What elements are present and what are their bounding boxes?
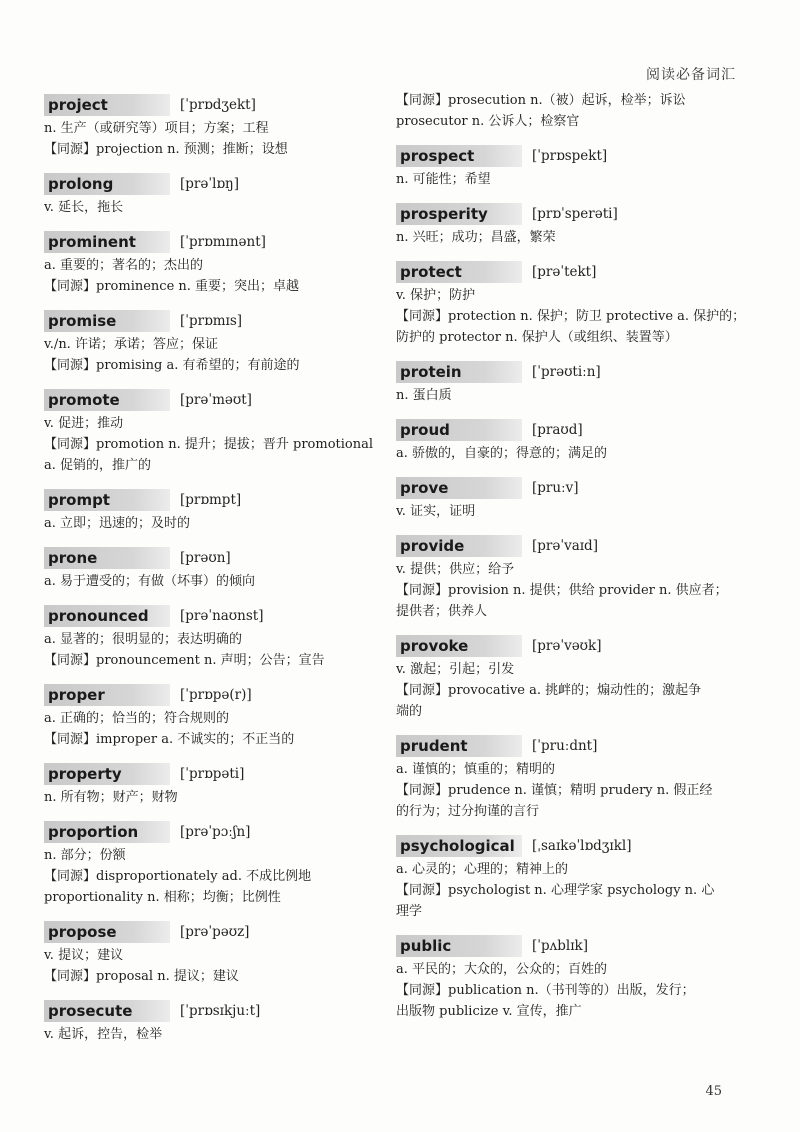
- entry-line: a. 促销的，推广的: [44, 458, 152, 473]
- entry-head-row: [396, 533, 746, 559]
- phonetic: [prəˈvəʊk]: [532, 638, 602, 654]
- phonetic: [ˈprɒsɪkjuːt]: [180, 1003, 261, 1019]
- entry-line: 端的: [396, 704, 423, 719]
- vocab-entry: [44, 998, 380, 1045]
- headword: prone: [44, 547, 170, 569]
- entry-head-row: [396, 143, 746, 169]
- entry-line: 【同源】disproportionately ad. 不成比例地: [44, 869, 312, 884]
- vocab-entry: [44, 387, 380, 476]
- phonetic: [praʊd]: [532, 422, 583, 438]
- entry-head-row: [396, 475, 746, 501]
- entry-line: a. 心灵的；心理的；精神上的: [396, 862, 569, 877]
- entry-head-row: [396, 259, 746, 285]
- vocab-entry: [396, 933, 746, 1022]
- entry-line: n. 可能性；希望: [396, 172, 491, 187]
- headword: prompt: [44, 489, 170, 511]
- entry-line: v. 证实，证明: [396, 504, 476, 519]
- vocab-entry: [396, 733, 746, 822]
- entry-line: n. 生产（或研究等）项目；方案；工程: [44, 121, 269, 136]
- entry-line: a. 易于遭受的；有做（坏事）的倾向: [44, 574, 256, 589]
- entry-line: proportionality n. 相称；均衡；比例性: [44, 890, 281, 905]
- entry-line: 【同源】proposal n. 提议；建议: [44, 969, 239, 984]
- entry-head-row: [44, 92, 380, 118]
- entry-head-row: [396, 933, 746, 959]
- continued-entry: [396, 90, 746, 132]
- entry-line: 【同源】promotion n. 提升；提拔；晋升 promotional: [44, 437, 374, 452]
- entry-line: 【同源】psychologist n. 心理学家 psychology n. 心: [396, 883, 715, 898]
- entry-head-row: [396, 833, 746, 859]
- phonetic: [prəˈlɒŋ]: [180, 176, 239, 192]
- entry-head-row: [396, 633, 746, 659]
- headword: psychological: [396, 835, 522, 857]
- headword: proud: [396, 419, 522, 441]
- vocab-entry: [396, 417, 746, 464]
- vocab-entry: [44, 487, 380, 534]
- phonetic: [pruːv]: [532, 480, 579, 496]
- phonetic: [prəˈpəʊz]: [180, 924, 250, 940]
- entry-line: a. 立即；迅速的；及时的: [44, 516, 191, 531]
- vocab-entry: [396, 259, 746, 348]
- entry-line: n. 所有物；财产；财物: [44, 790, 178, 805]
- entry-line: n. 兴旺；成功；昌盛，繁荣: [396, 230, 556, 245]
- entry-head-row: [44, 387, 380, 413]
- vocab-entry: [44, 545, 380, 592]
- headword: proportion: [44, 821, 170, 843]
- vocab-entry: [44, 92, 380, 160]
- headword: prosecute: [44, 1000, 170, 1022]
- headword: pronounced: [44, 605, 170, 627]
- entry-head-row: [44, 603, 380, 629]
- entry-line: a. 显著的；很明显的；表达明确的: [44, 632, 243, 647]
- headword: provoke: [396, 635, 522, 657]
- entry-head-row: [396, 359, 746, 385]
- vocab-entry: [396, 633, 746, 722]
- entry-head-row: [44, 308, 380, 334]
- headword: promote: [44, 389, 170, 411]
- page-number: 45: [705, 1084, 722, 1099]
- entry-head-row: [44, 819, 380, 845]
- entry-line: 【同源】publication n.（书刊等的）出版，发行；: [396, 983, 695, 998]
- phonetic: [prəˈtekt]: [532, 264, 597, 280]
- headword: prove: [396, 477, 522, 499]
- entry-line: n. 蛋白质: [396, 388, 452, 403]
- entry-line: a. 骄傲的，自豪的；得意的；满足的: [396, 446, 608, 461]
- vocab-entry: [396, 475, 746, 522]
- entry-line: 【同源】promising a. 有希望的；有前途的: [44, 358, 300, 373]
- headword: property: [44, 763, 170, 785]
- entry-line: 【同源】provision n. 提供；供给 provider n. 供应者；: [396, 583, 728, 598]
- headword: prospect: [396, 145, 522, 167]
- entry-line: a. 重要的；著名的；杰出的: [44, 258, 204, 273]
- phonetic: [prəʊn]: [180, 550, 231, 566]
- vocab-entry: [44, 603, 380, 671]
- entry-line: 【同源】projection n. 预测；推断；设想: [44, 142, 288, 157]
- entry-line: 【同源】protection n. 保护；防卫 protective a. 保护的；: [396, 309, 746, 324]
- entry-head-row: [44, 229, 380, 255]
- headword: protect: [396, 261, 522, 283]
- phonetic: [prəˈpɔːʃn]: [180, 824, 251, 840]
- phonetic: [ˈprɒmɪs]: [180, 313, 243, 329]
- entry-line: 理学: [396, 904, 423, 919]
- headword: prominent: [44, 231, 170, 253]
- entry-line: 出版物 publicize v. 宣传，推广: [396, 1004, 582, 1019]
- entry-line: prosecutor n. 公诉人；检察官: [396, 114, 580, 129]
- headword: prolong: [44, 173, 170, 195]
- vocab-entry: [44, 919, 380, 987]
- entry-line: 【同源】pronouncement n. 声明；公告；宣告: [44, 653, 325, 668]
- vocab-entry: [396, 359, 746, 406]
- headword: project: [44, 94, 170, 116]
- entry-line: 【同源】prudence n. 谨慎；精明 prudery n. 假正经: [396, 783, 713, 798]
- entry-line: n. 部分；份额: [44, 848, 126, 863]
- entry-line: v. 起诉，控告，检举: [44, 1027, 163, 1042]
- phonetic: [ˈprɒpəti]: [180, 766, 245, 782]
- entry-line: 提供者；供养人: [396, 604, 488, 619]
- phonetic: [ˈpʌblɪk]: [532, 938, 588, 954]
- vocab-entry: [396, 201, 746, 248]
- entry-head-row: [396, 417, 746, 443]
- phonetic: [prɒˈsperəti]: [532, 206, 618, 222]
- headword: propose: [44, 921, 170, 943]
- entry-line: a. 平民的；大众的，公众的；百姓的: [396, 962, 608, 977]
- headword: provide: [396, 535, 522, 557]
- entry-line: v. 激起；引起；引发: [396, 662, 515, 677]
- entry-line: a. 谨慎的；慎重的；精明的: [396, 762, 556, 777]
- vocab-entry: [44, 819, 380, 908]
- right-column: [396, 92, 746, 1033]
- headword: protein: [396, 361, 522, 383]
- entry-line: v. 提供；供应；给予: [396, 562, 515, 577]
- phonetic: [ˈprɒpə(r)]: [180, 687, 252, 703]
- vocab-entry: [44, 308, 380, 376]
- phonetic: [prɒmpt]: [180, 492, 242, 508]
- phonetic: [prəˈvaɪd]: [532, 538, 598, 554]
- entry-head-row: [44, 545, 380, 571]
- phonetic: [ˈprəʊtiːn]: [532, 364, 601, 380]
- phonetic: [ˌsaɪkəˈlɒdʒɪkl]: [532, 838, 632, 854]
- entry-line: 【同源】prominence n. 重要；突出；卓越: [44, 279, 300, 294]
- entry-line: v./n. 许诺；承诺；答应；保证: [44, 337, 218, 352]
- entry-head-row: [44, 487, 380, 513]
- entry-head-row: [44, 998, 380, 1024]
- entry-line: a. 正确的；恰当的；符合规则的: [44, 711, 230, 726]
- entry-head-row: [44, 919, 380, 945]
- phonetic: [ˈprɒdʒekt]: [180, 97, 256, 113]
- entry-head-row: [44, 171, 380, 197]
- headword: public: [396, 935, 522, 957]
- headword: prosperity: [396, 203, 522, 225]
- entry-line: 【同源】prosecution n.（被）起诉，检举；诉讼: [396, 93, 686, 108]
- entry-head-row: [396, 201, 746, 227]
- running-head-title: 阅读必备词汇: [646, 67, 736, 83]
- phonetic: [ˈprɒmɪnənt]: [180, 234, 266, 250]
- headword: proper: [44, 684, 170, 706]
- headword: promise: [44, 310, 170, 332]
- phonetic: [ˈpruːdnt]: [532, 738, 598, 754]
- entry-line: 防护的 protector n. 保护人（或组织、装置等）: [396, 330, 678, 345]
- entry-line: v. 提议；建议: [44, 948, 124, 963]
- entry-line: 的行为；过分拘谨的言行: [396, 804, 540, 819]
- phonetic: [prəˈməʊt]: [180, 392, 252, 408]
- phonetic: [ˈprɒspekt]: [532, 148, 608, 164]
- left-column: [44, 92, 380, 1056]
- entry-line: v. 促进；推动: [44, 416, 124, 431]
- phonetic: [prəˈnaʊnst]: [180, 608, 264, 624]
- entry-line: v. 保护；防护: [396, 288, 476, 303]
- vocab-entry: [44, 171, 380, 218]
- entry-line: v. 延长，拖长: [44, 200, 124, 215]
- vocab-entry: [396, 533, 746, 622]
- vocab-entry: [44, 761, 380, 808]
- vocab-entry: [396, 143, 746, 190]
- entry-line: 【同源】provocative a. 挑衅的；煽动性的；激起争: [396, 683, 702, 698]
- vocab-entry: [44, 229, 380, 297]
- headword: prudent: [396, 735, 522, 757]
- entry-head-row: [44, 682, 380, 708]
- entry-line: 【同源】improper a. 不诚实的；不正当的: [44, 732, 295, 747]
- entry-head-row: [396, 733, 746, 759]
- vocab-entry: [396, 833, 746, 922]
- entry-head-row: [44, 761, 380, 787]
- vocab-entry: [44, 682, 380, 750]
